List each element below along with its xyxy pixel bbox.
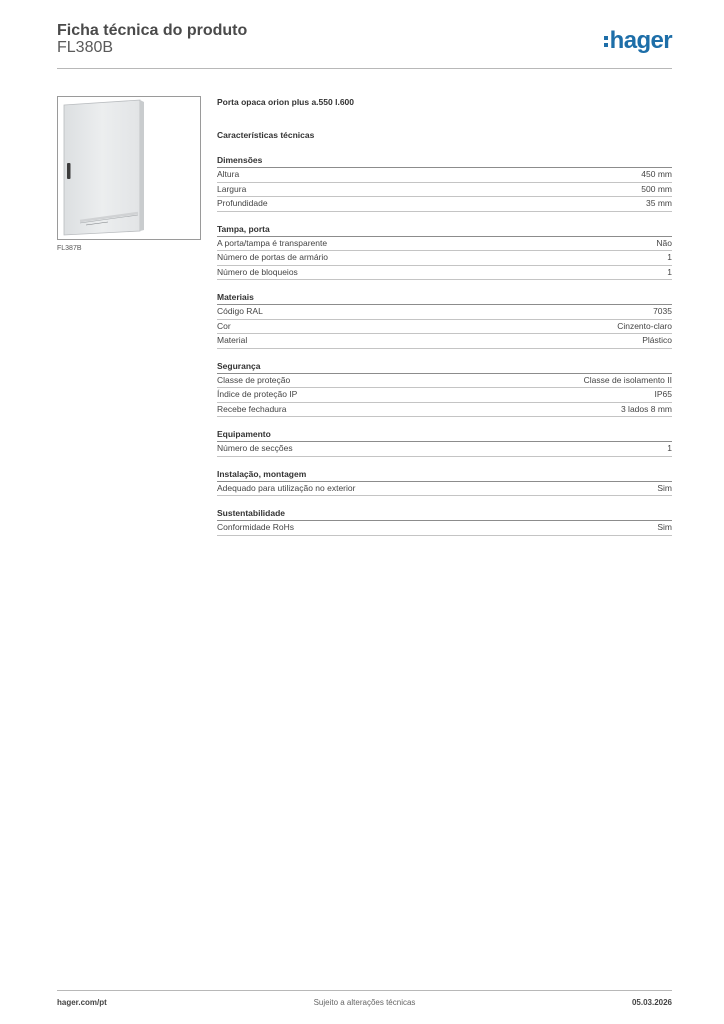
footer-notice: Sujeito a alterações técnicas bbox=[313, 998, 416, 1007]
spec-value: 1 bbox=[667, 252, 672, 262]
section-title: Tampa, porta bbox=[217, 223, 672, 237]
image-caption: FL387B bbox=[57, 245, 82, 252]
spec-row bbox=[217, 521, 672, 536]
spec-row bbox=[217, 334, 672, 349]
spec-value: Sim bbox=[657, 522, 672, 532]
footer-divider bbox=[57, 990, 672, 991]
spec-value: 7035 bbox=[653, 306, 672, 316]
spec-value: IP65 bbox=[654, 389, 672, 399]
logo-dots-icon bbox=[604, 36, 608, 47]
section-instalacao-montagem bbox=[217, 468, 672, 497]
product-name: Porta opaca orion plus a.550 l.600 bbox=[217, 97, 354, 107]
product-reference: FL380B bbox=[57, 39, 114, 56]
footer-website-link[interactable]: hager.com/pt bbox=[57, 998, 107, 1007]
spec-value: Plástico bbox=[642, 335, 672, 345]
spec-label: Código RAL bbox=[217, 306, 263, 316]
spec-value: 450 mm bbox=[641, 169, 672, 179]
spec-label: Conformidade RoHs bbox=[217, 522, 295, 532]
spec-label: Índice de proteção IP bbox=[217, 389, 298, 399]
spec-row bbox=[217, 305, 672, 320]
spec-label: A porta/tampa é transparente bbox=[217, 237, 328, 248]
spec-label: Número de portas de armário bbox=[217, 252, 329, 262]
door-panel-icon bbox=[58, 97, 200, 239]
spec-label: Largura bbox=[217, 183, 247, 194]
section-title: Equipamento bbox=[217, 428, 672, 442]
spec-row bbox=[217, 374, 672, 389]
spec-label: Número de bloqueios bbox=[217, 266, 298, 277]
spec-row bbox=[217, 403, 672, 418]
spec-row bbox=[217, 320, 672, 335]
spec-value: 1 bbox=[667, 266, 672, 277]
section-tampa-porta bbox=[217, 223, 672, 281]
spec-row bbox=[217, 442, 672, 457]
spec-value: Não bbox=[656, 237, 672, 248]
spec-row bbox=[217, 168, 672, 183]
section-title: Segurança bbox=[217, 360, 672, 374]
page-header bbox=[57, 20, 672, 70]
spec-label: Recebe fechadura bbox=[217, 403, 287, 414]
section-dimensoes bbox=[217, 154, 672, 212]
spec-label: Altura bbox=[217, 169, 240, 179]
spec-value: 3 lados 8 mm bbox=[620, 403, 672, 414]
spec-value: 500 mm bbox=[641, 183, 672, 194]
spec-label: Número de secções bbox=[217, 443, 293, 453]
section-title: Instalação, montagem bbox=[217, 468, 672, 482]
spec-value: 1 bbox=[667, 443, 672, 453]
spec-row bbox=[217, 183, 672, 198]
page-title: Ficha técnica do produto bbox=[57, 22, 248, 39]
spec-label: Cor bbox=[217, 320, 231, 331]
product-details bbox=[217, 96, 672, 547]
spec-row bbox=[217, 197, 672, 212]
spec-value: Cinzento-claro bbox=[617, 320, 672, 331]
header-divider bbox=[57, 68, 672, 69]
spec-row bbox=[217, 237, 672, 252]
spec-label: Profundidade bbox=[217, 198, 268, 208]
spec-label: Material bbox=[217, 335, 248, 345]
section-title: Materiais bbox=[217, 291, 672, 305]
section-title: Dimensões bbox=[217, 154, 672, 168]
spec-value: Sim bbox=[657, 482, 672, 493]
section-equipamento bbox=[217, 428, 672, 457]
spec-value: Classe de isolamento II bbox=[583, 374, 672, 385]
spec-row bbox=[217, 388, 672, 403]
spec-label: Classe de proteção bbox=[217, 374, 291, 385]
section-seguranca bbox=[217, 360, 672, 418]
characteristics-heading: Características técnicas bbox=[217, 130, 315, 140]
section-materiais bbox=[217, 291, 672, 349]
spec-row bbox=[217, 266, 672, 281]
logo-text: hager bbox=[609, 27, 672, 54]
spec-value: 35 mm bbox=[646, 198, 672, 208]
spec-label: Adequado para utilização no exterior bbox=[217, 482, 356, 493]
footer-date: 05.03.2026 bbox=[631, 998, 672, 1007]
spec-row bbox=[217, 251, 672, 266]
hager-logo bbox=[604, 28, 672, 54]
section-sustentabilidade bbox=[217, 507, 672, 536]
product-image bbox=[57, 96, 201, 240]
section-title: Sustentabilidade bbox=[217, 507, 672, 521]
spec-row bbox=[217, 482, 672, 497]
